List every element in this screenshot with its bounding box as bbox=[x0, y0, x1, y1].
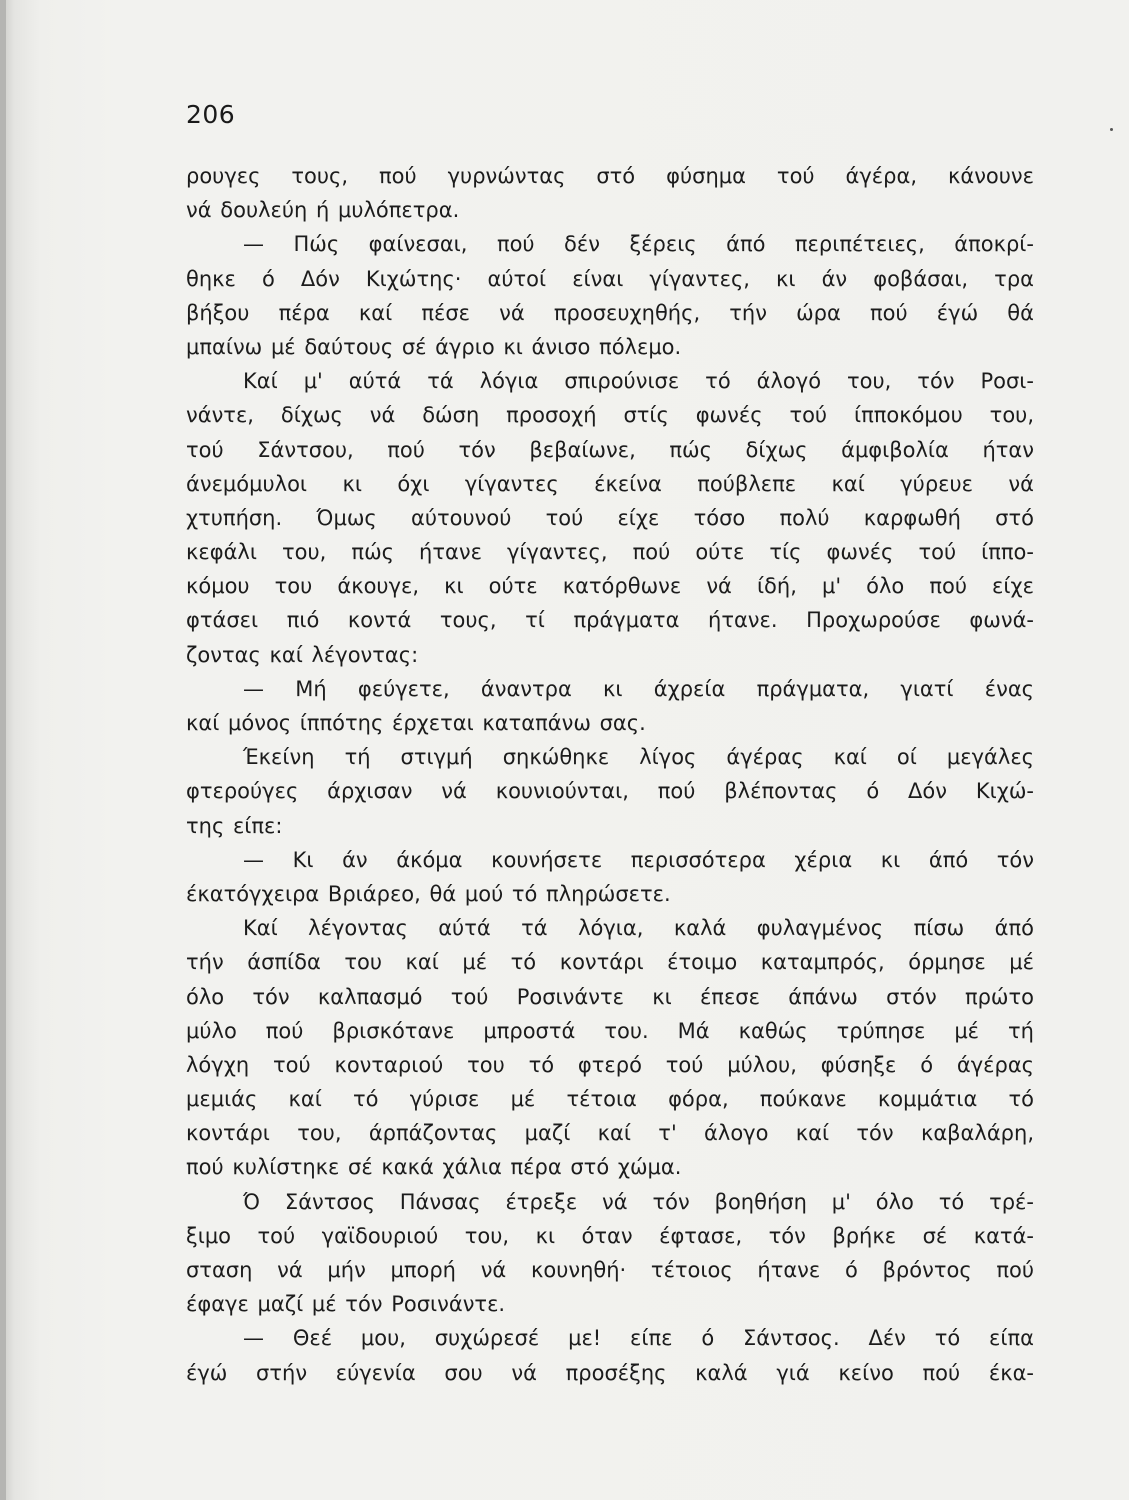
text-line: νά δουλεύη ή μυλόπετρα. bbox=[186, 198, 460, 223]
spine-shadow bbox=[0, 0, 6, 1500]
text-line: άνεμόμυλοι κι όχι γίγαντες έκείνα πούβλεπε καί γύρευε νά bbox=[186, 471, 1034, 496]
text-line: έκατόγχειρα Βριάρεο, θά μού τό πληρώσετε. bbox=[186, 881, 671, 906]
text-line: κεφάλι του, πώς ήτανε γίγαντες, πού ούτε τίς φωνές τού ίππο- bbox=[186, 540, 1034, 565]
edge-mark bbox=[1110, 128, 1113, 131]
text-line: έφαγε μαζί μέ τόν Ροσινάντε. bbox=[186, 1292, 506, 1317]
text-line: της είπε: bbox=[186, 813, 283, 838]
text-line: τήν άσπίδα του καί μέ τό κοντάρι έτοιμο καταμπρός, όρμησε μέ bbox=[186, 950, 1034, 975]
text-line: — Κι άν άκόμα κουνήσετε περισσότερα χέρια κι άπό τόν bbox=[243, 847, 1034, 872]
text-line: καί μόνος ίππότης έρχεται καταπάνω σας. bbox=[186, 711, 646, 735]
text-line: κοντάρι του, άρπάζοντας μαζί καί τ' άλογο καί τόν καβαλάρη, bbox=[186, 1121, 1034, 1146]
page-number: 206 bbox=[186, 100, 236, 129]
text-line: μπαίνω μέ δαύτους σέ άγριο κι άνισο πόλεμο. bbox=[186, 334, 682, 359]
text-line: — Θεέ μου, συχώρεσέ με! είπε ό Σάντσος. Δέν τό είπα bbox=[243, 1326, 1034, 1351]
text-line: πού κυλίστηκε σέ κακά χάλια πέρα στό χώμα. bbox=[186, 1155, 682, 1180]
text-line: σταση νά μήν μπορή νά κουνηθή· τέτοιος ήτανε ό βρόντος πού bbox=[186, 1258, 1034, 1282]
text-line: τού Σάντσου, πού τόν βεβαίωνε, πώς δίχως άμφιβολία ήταν bbox=[186, 437, 1034, 462]
text-line: Καί μ' αύτά τά λόγια σπιρούνισε τό άλογό του, τόν Ροσι- bbox=[243, 369, 1034, 394]
text-line: — Μή φεύγετε, άναντρα κι άχρεία πράγματα, γιατί ένας bbox=[243, 676, 1034, 701]
text-line: φτερούγες άρχισαν νά κουνιούνται, πού βλέποντας ό Δόν Κιχώ- bbox=[186, 779, 1034, 804]
text-line: νάντε, δίχως νά δώση προσοχή στίς φωνές τού ίπποκόμου του, bbox=[186, 403, 1034, 428]
text-line: κόμου του άκουγε, κι ούτε κατόρθωνε νά ίδή, μ' όλο πού είχε bbox=[186, 574, 1034, 599]
text-line: Καί λέγοντας αύτά τά λόγια, καλά φυλαγμένος πίσω άπό bbox=[243, 916, 1034, 941]
body-text bbox=[186, 159, 1034, 1390]
text-line: Έκείνη τή στιγμή σηκώθηκε λίγος άγέρας καί οί μεγάλες bbox=[243, 745, 1034, 770]
text-line: ρουγες τους, πού γυρνώντας στό φύσημα τού άγέρα, κάνουνε bbox=[186, 164, 1034, 188]
text-line: έγώ στήν εύγενία σου νά προσέξης καλά γιά κείνο πού έκα- bbox=[186, 1360, 1034, 1385]
text-line: λόγχη τού κονταριού του τό φτερό τού μύλου, φύσηξε ό άγέρας bbox=[186, 1052, 1034, 1077]
text-line: όλο τόν καλπασμό τού Ροσινάντε κι έπεσε άπάνω στόν πρώτο bbox=[186, 984, 1034, 1009]
text-line: — Πώς φαίνεσαι, πού δέν ξέρεις άπό περιπέτειες, άποκρί- bbox=[243, 232, 1034, 257]
text-line: μεμιάς καί τό γύρισε μέ τέτοια φόρα, πούκανε κομμάτια τό bbox=[186, 1087, 1034, 1112]
text-line: μύλο πού βρισκότανε μπροστά του. Μά καθώς τρύπησε μέ τή bbox=[186, 1018, 1034, 1043]
text-line: βήξου πέρα καί πέσε νά προσευχηθής, τήν ώρα πού έγώ θά bbox=[186, 300, 1034, 325]
text-line: χτυπήση. Όμως αύτουνού τού είχε τόσο πολύ καρφωθή στό bbox=[186, 505, 1034, 530]
text-line: θηκε ό Δόν Κιχώτης· αύτοί είναι γίγαντες, κι άν φοβάσαι, τρα bbox=[186, 266, 1034, 291]
text-line: ξιμο τού γαϊδουριού του, κι όταν έφτασε, τόν βρήκε σέ κατά- bbox=[186, 1223, 1034, 1248]
text-line: φτάσει πιό κοντά τους, τί πράγματα ήτανε. Προχωρούσε φωνά- bbox=[186, 608, 1034, 633]
text-line: Ό Σάντσος Πάνσας έτρεξε νά τόν βοηθήση μ' όλο τό τρέ- bbox=[243, 1189, 1034, 1214]
text-line: ζοντας καί λέγοντας: bbox=[186, 642, 419, 667]
